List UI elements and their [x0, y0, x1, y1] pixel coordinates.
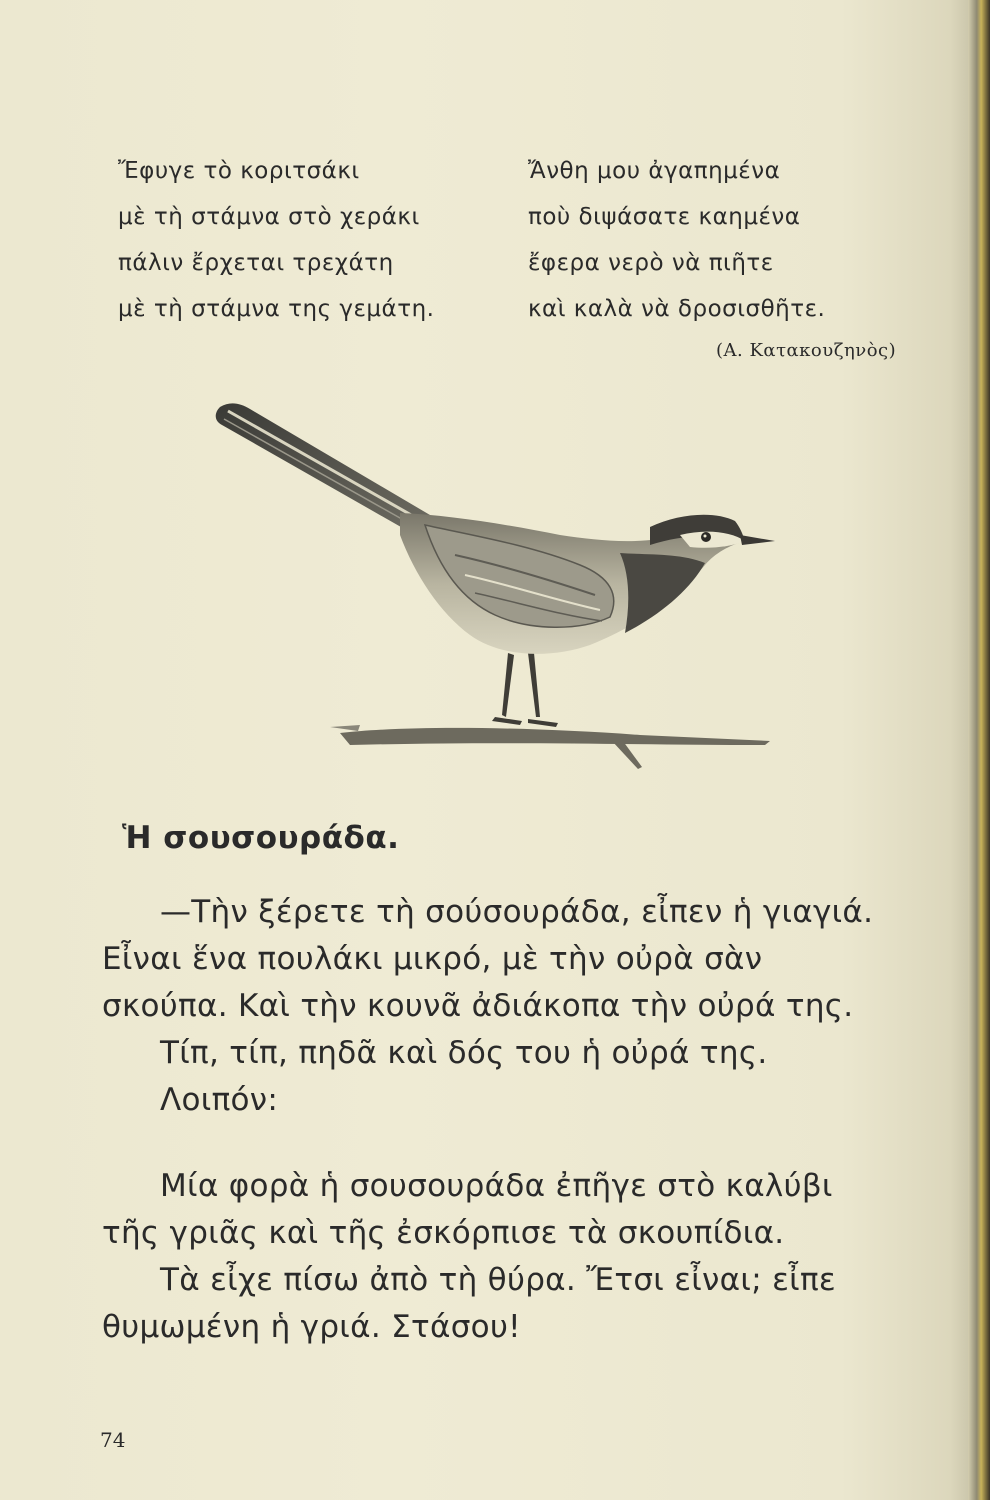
- poem-left-column: [118, 148, 434, 332]
- text-line: —Τὴν ξέρετε τὴ σούσουράδα, εἶπεν ἡ γιαγιά.: [160, 894, 874, 930]
- poem-right-column: [528, 148, 825, 332]
- book-binding-edge: [968, 0, 990, 1500]
- poem-line: καὶ καλὰ νὰ δροσισθῆτε.: [528, 296, 826, 322]
- poem-line: Ἄνθη μου ἀγαπημένα: [528, 158, 781, 184]
- poem-line: πάλιν ἔρχεται τρεχάτη: [118, 250, 394, 276]
- poem-author: (Α. Κατακουζηνὸς): [716, 340, 897, 361]
- poem-line: ἔφερα νερὸ νὰ πιῆτε: [528, 250, 774, 276]
- poem-line: Ἔφυγε τὸ κοριτσάκι: [118, 158, 360, 184]
- page-number: 74: [100, 1428, 126, 1452]
- story-paragraph-1: [102, 889, 932, 1124]
- poem-line: ποὺ διψάσατε καημένα: [528, 204, 801, 230]
- poem-line: μὲ τὴ στάμνα της γεμάτη.: [118, 296, 435, 322]
- wagtail-bird-illustration: [210, 395, 780, 785]
- text-line: Εἶναι ἕνα πουλάκι μικρό, μὲ τὴν οὐρὰ σὰν: [102, 941, 763, 977]
- story-heading: Ἡ σουσουράδα.: [122, 820, 400, 856]
- text-line: Λοιπόν:: [160, 1082, 279, 1118]
- text-line: θυμωμένη ἡ γριά. Στάσου!: [102, 1309, 521, 1345]
- text-line: Τίπ, τίπ, πηδᾶ καὶ δός του ἡ οὐρά της.: [160, 1035, 768, 1071]
- text-line: σκούπα. Καὶ τὴν κουνᾶ ἀδιάκοπα τὴν οὐρά της.: [102, 988, 854, 1024]
- text-line: τῆς γριᾶς καὶ τῆς ἐσκόρπισε τὰ σκουπίδια.: [102, 1215, 785, 1251]
- story-paragraph-2: [102, 1163, 932, 1351]
- text-line: Τὰ εἶχε πίσω ἀπὸ τὴ θύρα. Ἔτσι εἶναι; εἶπε: [160, 1262, 836, 1298]
- poem-line: μὲ τὴ στάμνα στὸ χεράκι: [118, 204, 420, 230]
- text-line: Μία φορὰ ἡ σουσουράδα ἐπῆγε στὸ καλύβι: [160, 1168, 833, 1204]
